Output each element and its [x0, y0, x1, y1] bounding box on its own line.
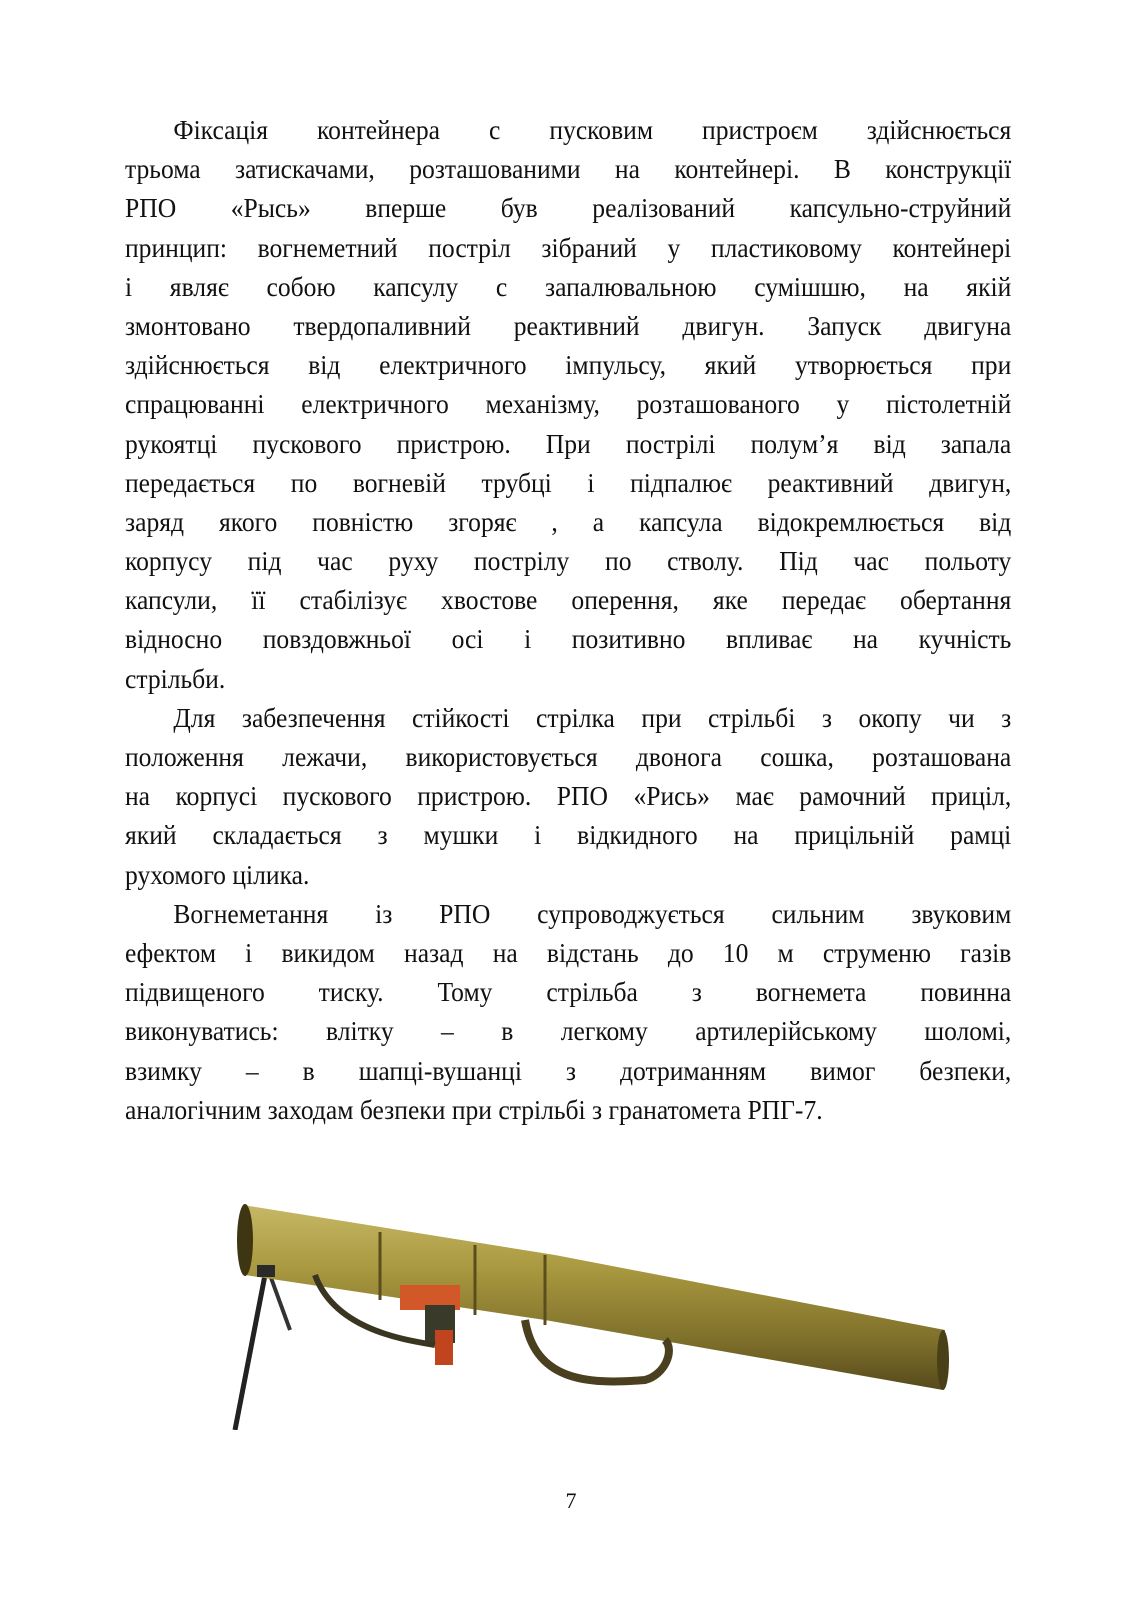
page-number: 7 — [565, 1488, 577, 1513]
text-line: Вогнеметання із РПО супроводжується сильним звуковим — [173, 897, 1012, 929]
text-line: корпусу під час руху пострілу по стволу. Під час польоту — [125, 545, 1012, 577]
text-line: рухомого цілика. — [125, 858, 310, 890]
text-line: на корпусі пускового пристрою. РПО «Рись» має рамочний приціл, — [125, 780, 1012, 812]
text-line: стрільби. — [125, 662, 226, 694]
text-line: підвищеного тиску. Тому стрільба з вогнемета повинна — [125, 976, 1012, 1008]
text-line: капсули, її стабілізує хвостове оперення, яке передає обертання — [125, 584, 1012, 616]
text-line: трьома затискачами, розташованими на контейнері. В конструкції — [125, 153, 1012, 185]
text-line: аналогічним заходам безпеки при стрільбі з гранатомета РПГ-7. — [125, 1093, 823, 1125]
text-line: рукоятці пускового пристрою. При пострілі полум’я від запала — [125, 427, 1012, 459]
text-line: Для забезпечення стійкості стрілка при стрільбі з окопу чи з — [173, 701, 1012, 733]
text-line: РПО «Рысь» вперше був реалізований капсульно-струйний — [125, 192, 1012, 224]
rpo-launcher-illustration — [225, 1180, 965, 1430]
text-line: виконуватись: влітку – в легкому артилерійському шоломі, — [125, 1015, 1012, 1047]
text-line: ефектом і викидом назад на відстань до 10 м струменю газів — [125, 936, 1012, 968]
text-line: взимку – в шапці-вушанці з дотриманням вимог безпеки, — [125, 1054, 1012, 1086]
text-line: і являє собою капсулу с запалювальною сумішшю, на якій — [125, 270, 1012, 302]
text-line: Фіксація контейнера с пусковим пристроєм здійснюється — [173, 114, 1012, 145]
text-line: заряд якого повністю згоряє , а капсула відокремлюється від — [125, 505, 1012, 537]
text-line: принцип: вогнеметний постріл зібраний у пластиковому контейнері — [125, 231, 1012, 263]
text-line: відносно повздовжньої осі і позитивно впливає на кучність — [125, 623, 1012, 655]
text-line: передається по вогневій трубці і підпалює реактивний двигун, — [125, 466, 1012, 498]
launcher-photo — [225, 1180, 965, 1430]
text-line: положення лежачи, використовується двонога сошка, розташована — [125, 741, 1012, 772]
text-line: змонтовано твердопаливний реактивний двигун. Запуск двигуна — [125, 309, 1012, 341]
body-text — [125, 110, 1011, 1129]
text-line: спрацюванні електричного механізму, розташованого у пістолетній — [125, 388, 1012, 420]
text-line: здійснюється від електричного імпульсу, який утворюється при — [125, 349, 1012, 381]
text-line: який складається з мушки і відкидного на прицільній рамці — [125, 819, 1012, 851]
